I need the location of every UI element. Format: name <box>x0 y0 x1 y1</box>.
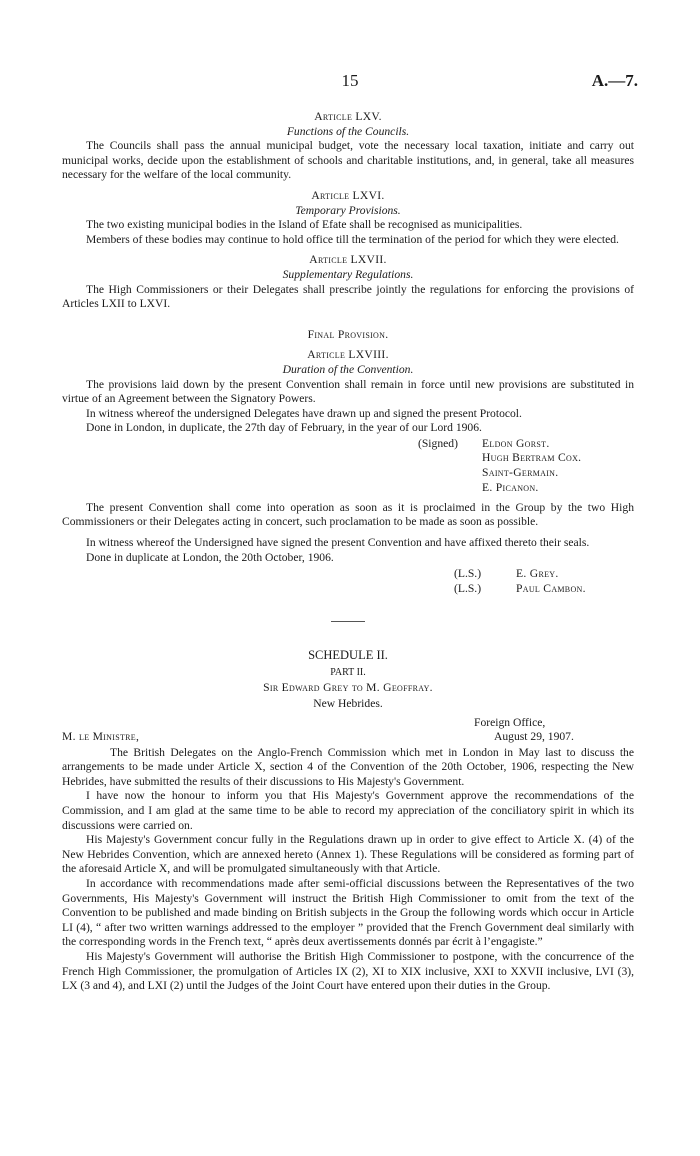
signatory-name: Eldon Gorst. <box>482 436 550 450</box>
letter-subject: New Hebrides. <box>313 697 383 711</box>
letter-paragraph-5: His Majesty's Government will authorise the British High Commissioner to postpone, with the concurrence of the French High Commissioner, the promulgation of Articles IX (2), XI to XIX inclusive, XXI to XXVII inclusive, LVI (3), LX (3 and 4), and LXI (2) until the Judges of the Joint Court have entered upon their duties in the Group. <box>62 949 634 993</box>
convention-signers <box>516 567 586 596</box>
article-66-subheading: Temporary Provisions. <box>295 203 401 217</box>
convention-witness: In witness whereof the Undersigned have signed the present Convention and have affixed thereto their seals. <box>86 536 590 550</box>
letter-office: Foreign Office, <box>474 715 546 729</box>
convention-operation: The present Convention shall come into operation as soon as it is proclaimed in the Group by the two High Commissioners or their Delegates acting in concert, such proclamation to be made as soon as possible. <box>62 500 634 529</box>
schedule-part: PART II. <box>330 666 366 678</box>
article-65-text: The Councils shall pass the annual municipal budget, vote the necessary local taxation, initiate and carry out municipal works, decide upon the establishment of schools and charitable institutions, and, in general, take all measures necessary for the welfare of the local community. <box>62 139 634 182</box>
signatory-name: Hugh Bertram Cox. <box>482 451 582 465</box>
seals <box>454 567 481 596</box>
convention-done: Done in duplicate at London, the 20th October, 1906. <box>86 550 334 564</box>
article-68-text: The provisions laid down by the present Convention shall remain in force until new provisions are substituted in virtue of an Agreement between the Signatory Powers. <box>62 377 634 406</box>
letter-date: August 29, 1907. <box>494 729 574 743</box>
signatory-name: E. Grey. <box>516 567 559 581</box>
protocol-done: Done in London, in duplicate, the 27th day of February, in the year of our Lord 1906. <box>86 421 482 435</box>
final-provision-heading: Final Provision. <box>307 327 389 341</box>
article-68-heading: Article LXVIII. <box>307 348 389 362</box>
page-number: 15 <box>341 71 359 90</box>
letter-salutation: M. le Ministre, <box>62 729 140 743</box>
article-65-heading: Article LXV. <box>314 110 382 123</box>
letter-paragraph-2: I have now the honour to inform you that His Majesty's Government approve the recommendations of the Commission, and I am glad at the same time to be able to record my appreciation of the conciliatory spirit in which its discussions were carried on. <box>62 789 634 832</box>
protocol-signatures <box>62 437 634 495</box>
article-66-heading: Article LXVI. <box>311 188 385 202</box>
article-65-subheading: Functions of the Councils. <box>286 124 410 138</box>
letter-correspondents: Sir Edward Grey to M. Geoffray. <box>263 681 433 695</box>
paper-reference: A.—7. <box>591 71 638 90</box>
seal-label: (L.S.) <box>454 567 482 581</box>
article-66-paragraph-2: Members of these bodies may continue to hold office till the termination of the period for which they were elected. <box>86 232 619 246</box>
signatory-list <box>482 437 581 495</box>
article-68-subheading: Duration of the Convention. <box>282 362 414 376</box>
schedule-title: SCHEDULE II. <box>308 648 388 663</box>
document-body <box>62 110 634 994</box>
protocol-witness: In witness whereof the undersigned Delegates have drawn up and signed the present Protocol. <box>86 406 522 420</box>
article-67-heading: Article LXVII. <box>309 253 387 267</box>
convention-signatures <box>62 567 634 597</box>
article-66-paragraph-1: The two existing municipal bodies in the Island of Efate shall be recognised as municipalities. <box>86 218 523 232</box>
letter-heading <box>62 716 634 746</box>
letter-paragraph-4: In accordance with recommendations made after semi-official discussions between the Representatives of the two Governments, His Majesty's Government will instruct the British High Commissioner to omit from the text of the Convention to be published and made binding on British subjects in the Group the following words which occur in Article LI (4), “ after two written warnings addressed to the employer ” provided that the French Government deal similarly with the corresponding words in the French text, “ après deux avertissements donnés par écrit à l’engagiste.” <box>62 876 634 949</box>
page-header <box>0 71 700 94</box>
article-67-subheading: Supplementary Regulations. <box>282 267 414 281</box>
signatory-name: Saint-Germain. <box>482 466 559 480</box>
letter-paragraph-1: The British Delegates on the Anglo-French Commission which met in London in May last to discuss the arrangements to be made under Article X, section 4 of the Convention of the 20th October, 1906, respecting the New Hebrides, have submitted the results of their discussions to His Majesty's Government. <box>62 745 634 788</box>
section-divider <box>331 621 365 622</box>
signed-label: (Signed) <box>418 436 458 450</box>
signatory-name: E. Picanon. <box>482 480 539 494</box>
seal-label: (L.S.) <box>454 581 482 595</box>
article-67-text: The High Commissioners or their Delegates shall prescribe jointly the regulations for enforcing the provisions of Articles LXII to LXVI. <box>62 282 634 311</box>
signatory-name: Paul Cambon. <box>516 581 586 595</box>
letter-paragraph-3: His Majesty's Government concur fully in the Regulations drawn up in order to give effect to Article X. (4) of the New Hebrides Convention, which are annexed hereto (Annex 1). These Regulations will be considered as forming part of the aforesaid Article X, and will be promulgated simultaneously with that Article. <box>62 833 634 876</box>
